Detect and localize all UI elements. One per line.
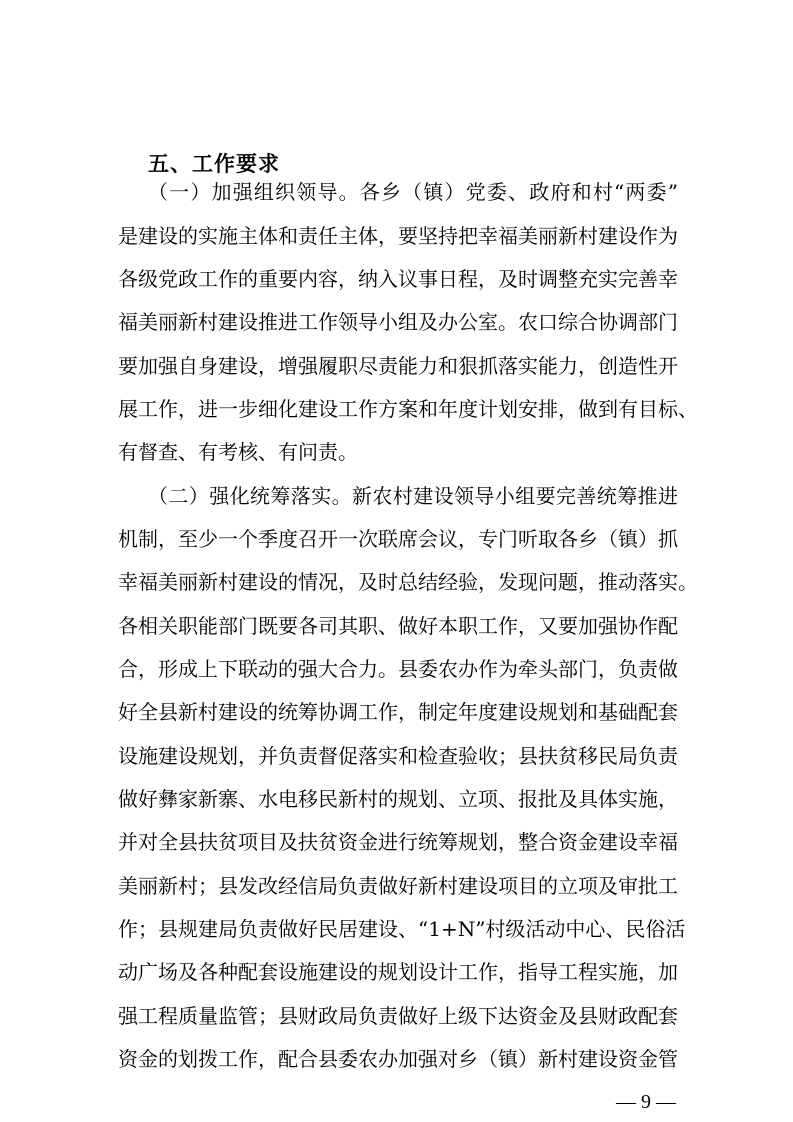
- paragraph-line: 各相关职能部门既要各司其职、做好本职工作，又要加强协作配: [118, 614, 678, 638]
- paragraph-line: 幸福美丽新村建设的情况，及时总结经验，发现问题，推动落实。: [118, 570, 698, 594]
- paragraph-line: 展工作，进一步细化建设工作方案和年度计划安排，做到有目标、: [118, 397, 698, 421]
- paragraph-line: 作；县规建局负责做好民居建设、“1+N”村级活动中心、民俗活: [118, 917, 686, 941]
- paragraph-line: 做好彝家新寨、水电移民新村的规划、立项、报批及具体实施，: [118, 787, 678, 811]
- paragraph-line: 各级党政工作的重要内容，纳入议事日程，及时调整充实完善幸: [118, 267, 678, 291]
- paragraph-line: （一）加强组织领导。各乡（镇）党委、政府和村“两委”: [148, 180, 678, 204]
- page-number: — 9 —: [616, 1091, 676, 1113]
- paragraph-line: 有督查、有考核、有问责。: [118, 440, 358, 464]
- paragraph-line: 美丽新村；县发改经信局负责做好新村建设项目的立项及审批工: [118, 874, 678, 898]
- paragraph-line: 动广场及各种配套设施建设的规划设计工作，指导工程实施，加: [118, 960, 678, 984]
- paragraph-line: 并对全县扶贫项目及扶贫资金进行统筹规划，整合资金建设幸福: [118, 830, 678, 854]
- paragraph-line: 福美丽新村建设推进工作领导小组及办公室。农口综合协调部门: [118, 310, 678, 334]
- paragraph-line: 合，形成上下联动的强大合力。县委农办作为牵头部门，负责做: [118, 657, 678, 681]
- paragraph-line: （二）强化统筹落实。新农村建设领导小组要完善统筹推进: [148, 484, 678, 508]
- paragraph-line: 设施建设规划，并负责督促落实和检查验收；县扶贫移民局负责: [118, 744, 678, 768]
- paragraph-line: 资金的划拨工作，配合县委农办加强对乡（镇）新村建设资金管: [118, 1047, 678, 1071]
- paragraph-line: 机制，至少一个季度召开一次联席会议，专门听取各乡（镇）抓: [118, 527, 678, 551]
- section-heading: 五、工作要求: [148, 152, 280, 176]
- paragraph-line: 要加强自身建设，增强履职尽责能力和狠抓落实能力，创造性开: [118, 354, 678, 378]
- paragraph-line: 好全县新村建设的统筹协调工作，制定年度建设规划和基础配套: [118, 700, 678, 724]
- paragraph-line: 是建设的实施主体和责任主体，要坚持把幸福美丽新村建设作为: [118, 224, 678, 248]
- paragraph-line: 强工程质量监管；县财政局负责做好上级下达资金及县财政配套: [118, 1004, 678, 1028]
